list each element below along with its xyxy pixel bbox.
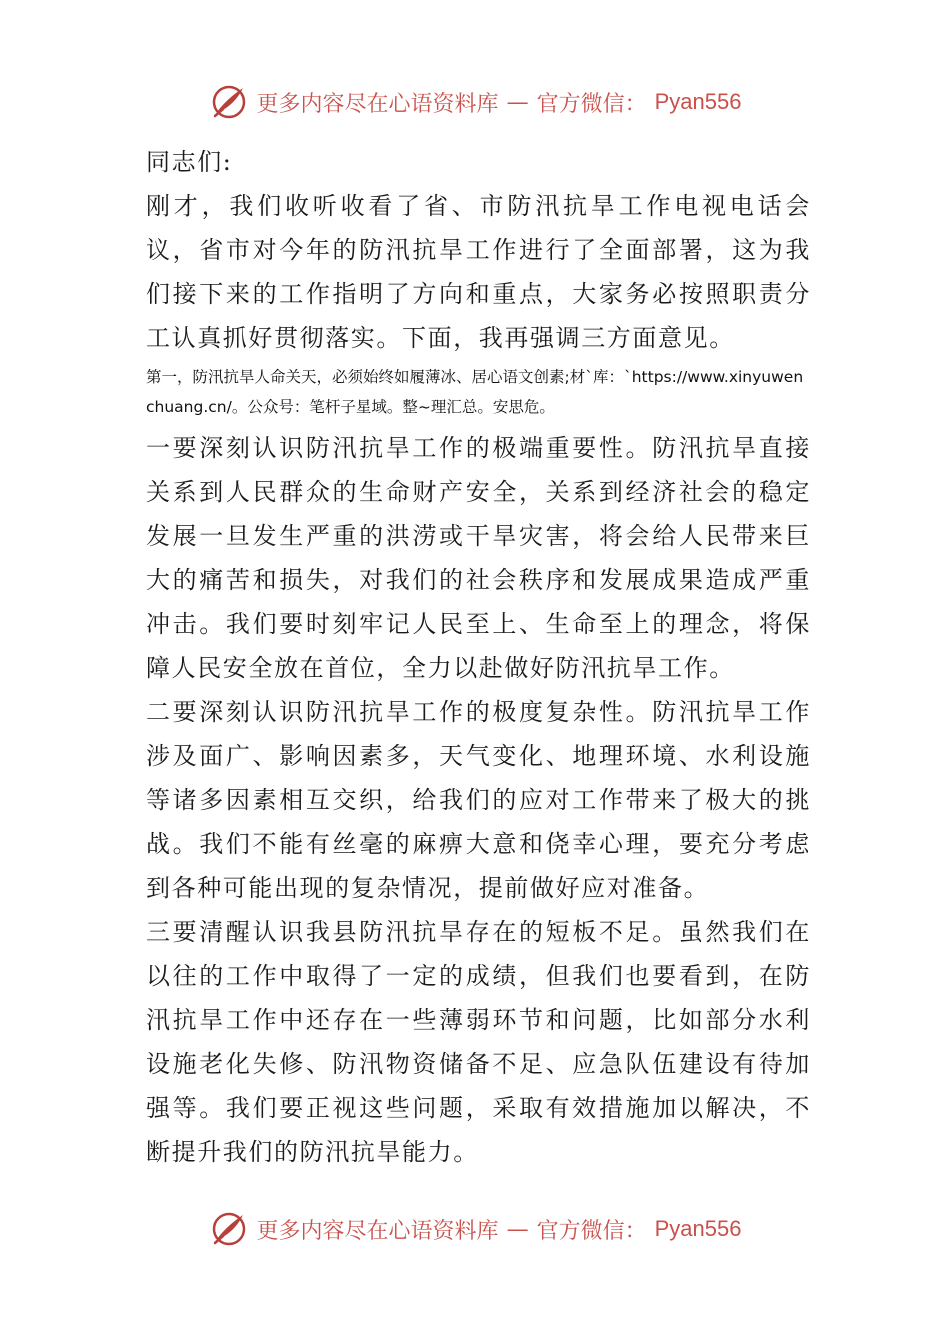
document-body (146, 140, 811, 1174)
banner-title: 更多内容尽在心语资料库 (256, 91, 499, 117)
quill-logo-icon (209, 1209, 249, 1249)
quill-logo-icon (209, 82, 249, 122)
intro-paragraph: 刚才，我们收听收看了省、市防汛抗旱工作电视电话会议，省市对今年的防汛抗旱工作进行了全面部署，这为我们接下来的工作指明了方向和重点，大家务必按照职责分工认真抓好贯彻落实。下面，我再强调三方面意见。 (146, 192, 811, 352)
footer-banner (0, 1209, 950, 1249)
banner-dash: — (506, 89, 529, 115)
banner-title: 更多内容尽在心语资料库 (256, 1218, 499, 1244)
point-one-paragraph: 一要深刻认识防汛抗旱工作的极端重要性。防汛抗旱直接关系到人民群众的生命财产安全，关系到经济社会的稳定发展一旦发生严重的洪涝或干旱灾害，将会给人民带来巨大的痛苦和损失，对我们的社会秩序和发展成果造成严重冲击。我们要时刻牢记人民至上、生命至上的理念，将保障人民安全放在首位，全力以赴做好防汛抗旱工作。 (146, 434, 811, 682)
banner-wechat-label: 官方微信： (536, 91, 647, 117)
greeting: 同志们: (146, 148, 233, 176)
header-banner (0, 82, 950, 122)
section-heading-note: 第一，防汛抗旱人命关天，必须始终如履薄冰、居心语文创素;材`库：`https://www.xinyuwenchuang.cn/。公众号：笔杆子星域。整~理汇总。安思危。 (146, 368, 804, 416)
banner-wechat-id: Pyan556 (654, 89, 742, 114)
point-two-paragraph: 二要深刻认识防汛抗旱工作的极度复杂性。防汛抗旱工作涉及面广、影响因素多，天气变化、地理环境、水利设施等诸多因素相互交织，给我们的应对工作带来了极大的挑战。我们不能有丝毫的麻痹大意和侥幸心理，要充分考虑到各种可能出现的复杂情况，提前做好应对准备。 (146, 698, 811, 902)
point-three-paragraph: 三要清醒认识我县防汛抗旱存在的短板不足。虽然我们在以往的工作中取得了一定的成绩，但我们也要看到，在防汛抗旱工作中还存在一些薄弱环节和问题，比如部分水利设施老化失修、防汛物资储备不足、应急队伍建设有待加强等。我们要正视这些问题，采取有效措施加以解决，不断提升我们的防汛抗旱能力。 (146, 918, 811, 1166)
banner-dash: — (506, 1216, 529, 1242)
banner-wechat-label: 官方微信： (536, 1218, 647, 1244)
banner-wechat-id: Pyan556 (654, 1216, 742, 1241)
